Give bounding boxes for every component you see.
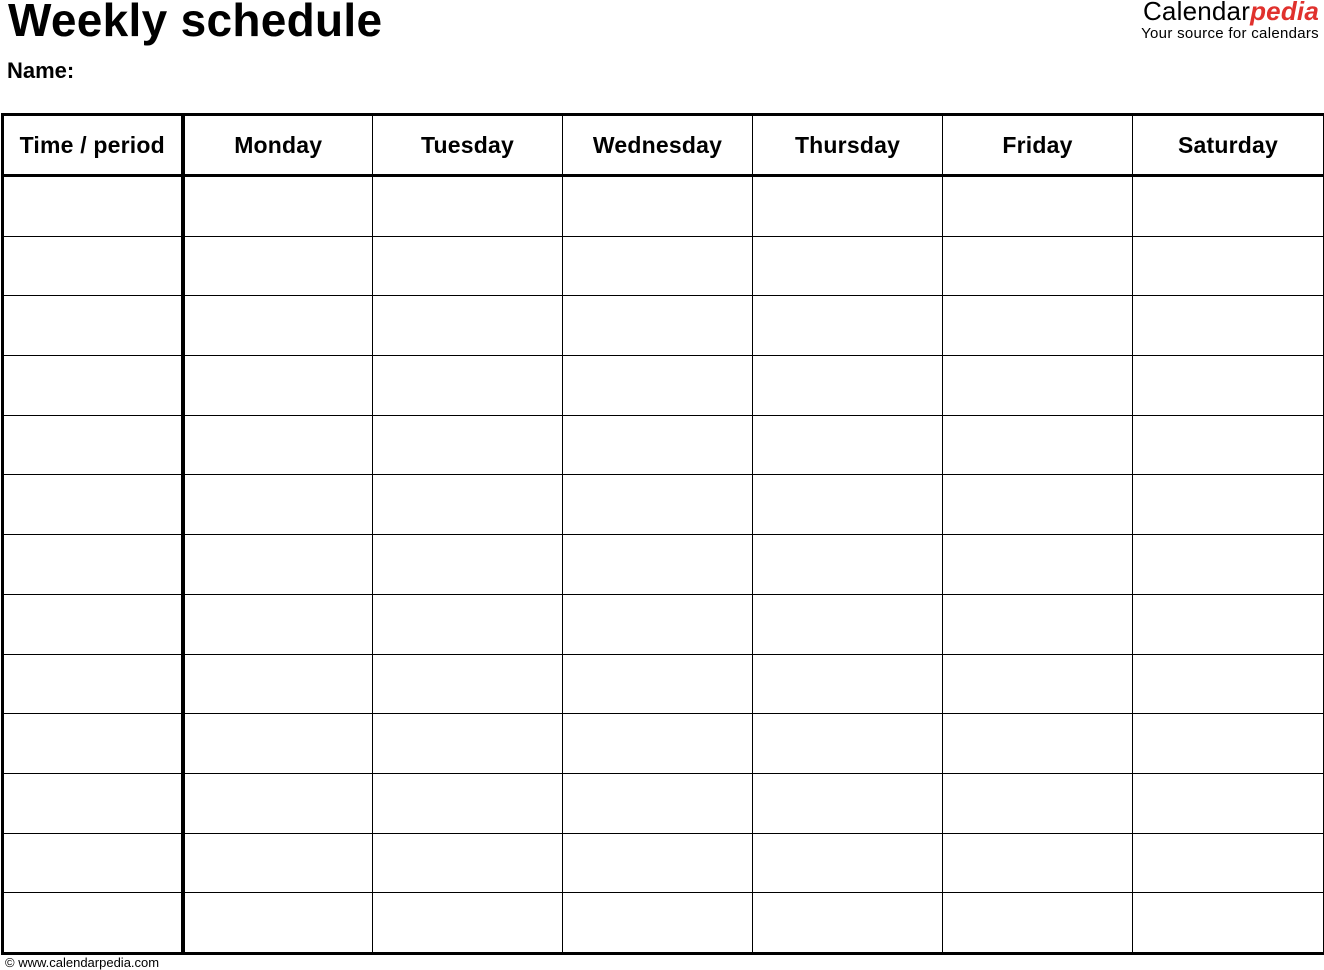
table-row bbox=[3, 356, 1324, 416]
schedule-cell-tuesday[interactable] bbox=[373, 296, 563, 356]
schedule-cell-thursday[interactable] bbox=[753, 833, 943, 893]
logo-brand-suffix: pedia bbox=[1250, 0, 1319, 26]
header-wednesday: Wednesday bbox=[563, 115, 753, 176]
schedule-cell-thursday[interactable] bbox=[753, 296, 943, 356]
schedule-cell-thursday[interactable] bbox=[753, 475, 943, 535]
schedule-cell-saturday[interactable] bbox=[1133, 773, 1324, 833]
schedule-cell-wednesday[interactable] bbox=[563, 833, 753, 893]
schedule-cell-wednesday[interactable] bbox=[563, 714, 753, 774]
schedule-cell-thursday[interactable] bbox=[753, 236, 943, 296]
schedule-cell-friday[interactable] bbox=[943, 773, 1133, 833]
schedule-cell-wednesday[interactable] bbox=[563, 654, 753, 714]
schedule-cell-friday[interactable] bbox=[943, 893, 1133, 954]
schedule-cell-monday[interactable] bbox=[183, 654, 373, 714]
time-period-cell[interactable] bbox=[3, 714, 183, 774]
schedule-cell-thursday[interactable] bbox=[753, 535, 943, 595]
schedule-cell-tuesday[interactable] bbox=[373, 773, 563, 833]
schedule-cell-friday[interactable] bbox=[943, 475, 1133, 535]
table-row bbox=[3, 535, 1324, 595]
schedule-cell-thursday[interactable] bbox=[753, 415, 943, 475]
schedule-cell-friday[interactable] bbox=[943, 594, 1133, 654]
time-period-cell[interactable] bbox=[3, 594, 183, 654]
schedule-cell-saturday[interactable] bbox=[1133, 236, 1324, 296]
table-row bbox=[3, 893, 1324, 954]
schedule-cell-thursday[interactable] bbox=[753, 714, 943, 774]
time-period-cell[interactable] bbox=[3, 415, 183, 475]
logo-wordmark bbox=[1141, 0, 1319, 26]
schedule-cell-tuesday[interactable] bbox=[373, 594, 563, 654]
time-period-cell[interactable] bbox=[3, 236, 183, 296]
schedule-cell-saturday[interactable] bbox=[1133, 296, 1324, 356]
time-period-cell[interactable] bbox=[3, 475, 183, 535]
header-saturday: Saturday bbox=[1133, 115, 1324, 176]
schedule-cell-saturday[interactable] bbox=[1133, 475, 1324, 535]
schedule-cell-monday[interactable] bbox=[183, 236, 373, 296]
schedule-cell-saturday[interactable] bbox=[1133, 654, 1324, 714]
schedule-cell-tuesday[interactable] bbox=[373, 893, 563, 954]
logo-brand-prefix: Calendar bbox=[1142, 0, 1251, 26]
schedule-cell-wednesday[interactable] bbox=[563, 594, 753, 654]
table-row bbox=[3, 654, 1324, 714]
table-row bbox=[3, 296, 1324, 356]
schedule-cell-friday[interactable] bbox=[943, 296, 1133, 356]
time-period-cell[interactable] bbox=[3, 296, 183, 356]
schedule-cell-saturday[interactable] bbox=[1133, 833, 1324, 893]
schedule-cell-wednesday[interactable] bbox=[563, 236, 753, 296]
schedule-cell-saturday[interactable] bbox=[1133, 594, 1324, 654]
schedule-cell-saturday[interactable] bbox=[1133, 176, 1324, 237]
table-row bbox=[3, 236, 1324, 296]
time-period-cell[interactable] bbox=[3, 176, 183, 237]
schedule-cell-friday[interactable] bbox=[943, 236, 1133, 296]
table-row bbox=[3, 594, 1324, 654]
header-tuesday: Tuesday bbox=[373, 115, 563, 176]
time-period-cell[interactable] bbox=[3, 654, 183, 714]
schedule-cell-friday[interactable] bbox=[943, 833, 1133, 893]
calendarpedia-logo[interactable] bbox=[1141, 0, 1319, 42]
table-row bbox=[3, 714, 1324, 774]
schedule-body bbox=[3, 176, 1324, 954]
schedule-cell-friday[interactable] bbox=[943, 356, 1133, 416]
schedule-table bbox=[1, 113, 1324, 955]
schedule-cell-wednesday[interactable] bbox=[563, 475, 753, 535]
schedule-cell-wednesday[interactable] bbox=[563, 356, 753, 416]
schedule-cell-tuesday[interactable] bbox=[373, 535, 563, 595]
schedule-cell-saturday[interactable] bbox=[1133, 893, 1324, 954]
header-row bbox=[3, 115, 1324, 176]
table-row bbox=[3, 176, 1324, 237]
header-thursday: Thursday bbox=[753, 115, 943, 176]
schedule-cell-tuesday[interactable] bbox=[373, 833, 563, 893]
time-period-cell[interactable] bbox=[3, 773, 183, 833]
schedule-cell-thursday[interactable] bbox=[753, 594, 943, 654]
schedule-cell-monday[interactable] bbox=[183, 296, 373, 356]
schedule-cell-friday[interactable] bbox=[943, 535, 1133, 595]
header-monday: Monday bbox=[183, 115, 373, 176]
table-row bbox=[3, 773, 1324, 833]
time-period-cell[interactable] bbox=[3, 356, 183, 416]
schedule-cell-tuesday[interactable] bbox=[373, 654, 563, 714]
schedule-cell-monday[interactable] bbox=[183, 176, 373, 237]
schedule-cell-monday[interactable] bbox=[183, 415, 373, 475]
schedule-cell-thursday[interactable] bbox=[753, 356, 943, 416]
schedule-cell-friday[interactable] bbox=[943, 415, 1133, 475]
schedule-cell-wednesday[interactable] bbox=[563, 893, 753, 954]
table-row bbox=[3, 475, 1324, 535]
schedule-cell-wednesday[interactable] bbox=[563, 415, 753, 475]
schedule-cell-friday[interactable] bbox=[943, 654, 1133, 714]
schedule-cell-monday[interactable] bbox=[183, 893, 373, 954]
schedule-cell-tuesday[interactable] bbox=[373, 475, 563, 535]
schedule-cell-tuesday[interactable] bbox=[373, 176, 563, 237]
schedule-cell-thursday[interactable] bbox=[753, 654, 943, 714]
schedule-cell-wednesday[interactable] bbox=[563, 296, 753, 356]
schedule-cell-thursday[interactable] bbox=[753, 893, 943, 954]
schedule-cell-thursday[interactable] bbox=[753, 773, 943, 833]
page-title: Weekly schedule bbox=[8, 0, 383, 46]
schedule-cell-monday[interactable] bbox=[183, 833, 373, 893]
logo-tagline: Your source for calendars bbox=[1141, 25, 1319, 42]
schedule-cell-monday[interactable] bbox=[183, 475, 373, 535]
schedule-cell-wednesday[interactable] bbox=[563, 176, 753, 237]
time-period-cell[interactable] bbox=[3, 535, 183, 595]
schedule-cell-wednesday[interactable] bbox=[563, 773, 753, 833]
schedule-cell-saturday[interactable] bbox=[1133, 714, 1324, 774]
schedule-cell-monday[interactable] bbox=[183, 535, 373, 595]
schedule-cell-saturday[interactable] bbox=[1133, 535, 1324, 595]
table-row bbox=[3, 833, 1324, 893]
schedule-cell-tuesday[interactable] bbox=[373, 236, 563, 296]
header-time-period: Time / period bbox=[3, 115, 183, 176]
time-period-cell[interactable] bbox=[3, 893, 183, 954]
table-row bbox=[3, 415, 1324, 475]
schedule-cell-friday[interactable] bbox=[943, 176, 1133, 237]
schedule-cell-tuesday[interactable] bbox=[373, 356, 563, 416]
schedule-cell-friday[interactable] bbox=[943, 714, 1133, 774]
schedule-cell-wednesday[interactable] bbox=[563, 535, 753, 595]
footer-copyright[interactable]: © www.calendarpedia.com bbox=[5, 955, 160, 970]
name-label: Name: bbox=[7, 58, 75, 83]
schedule-cell-saturday[interactable] bbox=[1133, 415, 1324, 475]
schedule-cell-tuesday[interactable] bbox=[373, 415, 563, 475]
schedule-cell-monday[interactable] bbox=[183, 594, 373, 654]
schedule-cell-saturday[interactable] bbox=[1133, 356, 1324, 416]
header-friday: Friday bbox=[943, 115, 1133, 176]
schedule-cell-monday[interactable] bbox=[183, 714, 373, 774]
time-period-cell[interactable] bbox=[3, 833, 183, 893]
schedule-cell-monday[interactable] bbox=[183, 356, 373, 416]
schedule-cell-thursday[interactable] bbox=[753, 176, 943, 237]
schedule-cell-monday[interactable] bbox=[183, 773, 373, 833]
schedule-cell-tuesday[interactable] bbox=[373, 714, 563, 774]
